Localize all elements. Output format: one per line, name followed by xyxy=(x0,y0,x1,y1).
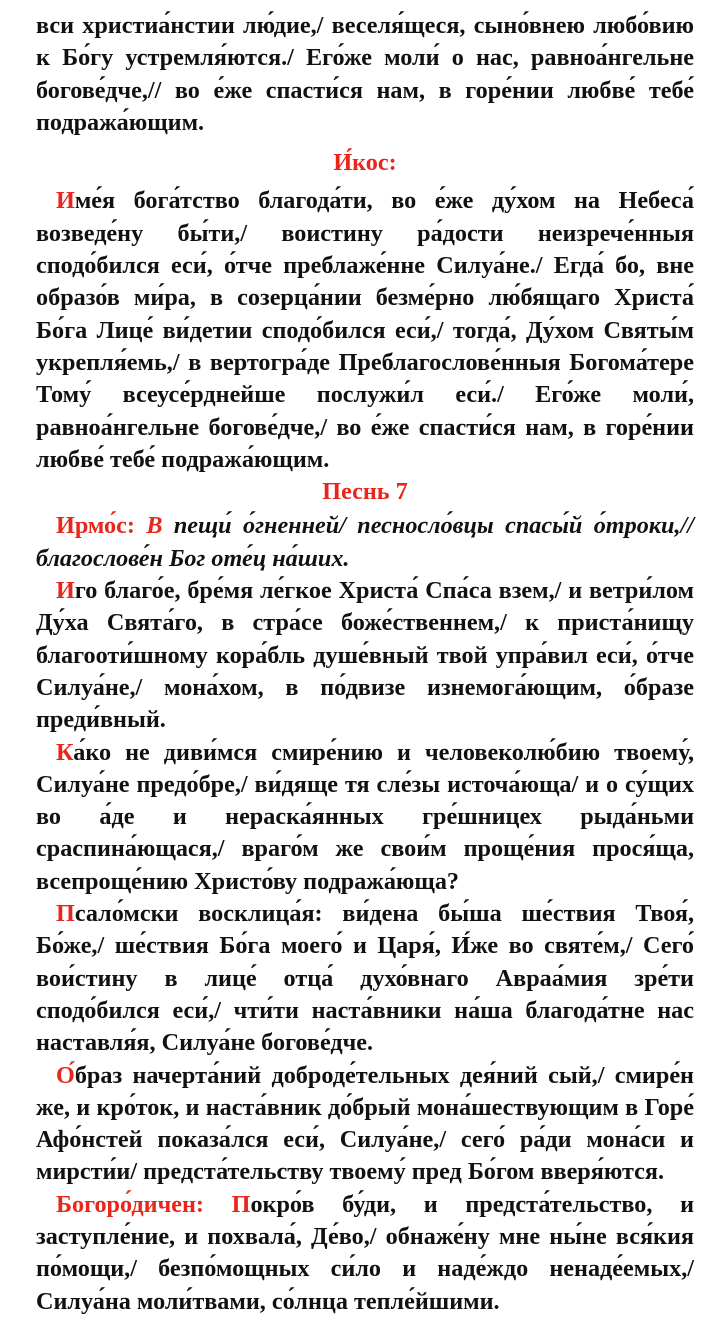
irmos-label: Ирмо́с: xyxy=(56,512,135,540)
paragraph-text: сало́мски восклица́я: ви́дена бы́ша ше́ствия Твоя́, Бо́же,/ ше́ствия Бо́га моего́ и Царя́, И́же во святе́м,/ Сего́ вои́стину в лице́ отца́ духо́внаго Авраа́мия зре́ти сподо́бился еси́,/ чти́ти наста́вники на́ша благода́тне нас наставля́я, Силуа́не богове́дче. xyxy=(36,900,694,1057)
theotokion-label: Богоро́дичен: xyxy=(56,1190,204,1218)
ikos-paragraph xyxy=(36,185,694,476)
drop-initial: П xyxy=(231,1190,251,1218)
drop-initial: О́ xyxy=(56,1061,75,1089)
troparion-paragraph xyxy=(36,737,694,898)
troparion-paragraph xyxy=(36,1060,694,1189)
drop-initial: И xyxy=(56,577,75,605)
theotokion-paragraph xyxy=(36,1189,694,1318)
paragraph-text: а́ко не диви́мся смире́нию и человеколю́бию твоему́, Силуа́не предо́бре,/ ви́дяще тя сле́зы источа́юща/ и о су́щих во а́де и нераска́янных гре́шницех рыда́ньми сраспина́ющася,/ враго́м же свои́м проще́ния прося́ща, всепроще́нию Христо́ву подража́юща? xyxy=(36,738,694,895)
paragraph-text: окро́в бу́ди, и предста́тельство, и заступле́ние, и похвала́, Де́во,/ обнаже́ну мне ны́не вся́кия по́мощи,/ безпо́мощных си́ло и наде́ждо ненаде́емых,/ Силуа́на моли́твами, со́лнца тепле́йшими. xyxy=(36,1190,695,1315)
drop-initial: П xyxy=(56,900,75,928)
song-heading: Песнь 7 xyxy=(322,478,408,506)
ikos-heading: И́кос: xyxy=(333,149,397,177)
liturgical-text-page xyxy=(36,10,694,1318)
continuation-paragraph xyxy=(36,10,694,139)
irmos-paragraph xyxy=(36,510,694,575)
drop-initial: И xyxy=(56,187,75,215)
troparion-paragraph xyxy=(36,898,694,1059)
paragraph-text: го благо́е, бре́мя ле́гкое Христа́ Спа́са взем,/ и ветри́лом Ду́ха Свята́го, в стра́се боже́ственнем,/ к приста́нищу благооти́шному кора́бль душе́вный твой упра́вил еси́, о́тче Силуа́не,/ мона́хом, в по́двизе изнемога́ющим, о́бразе преди́вный. xyxy=(36,577,694,734)
drop-initial: К xyxy=(56,738,74,766)
paragraph-text: пещи́ о́гненней/ песносло́вцы спасы́й о́троки,// благослове́н Бог оте́ц на́ших. xyxy=(36,512,694,572)
troparion-paragraph xyxy=(36,575,694,736)
paragraph-text: браз начерта́ний доброде́тельных дея́ний сый,/ смире́н же, и кро́ток, и наста́вник до́брый мона́шествующим в Горе́ Афо́нстей показа́лся еси́, Силуа́не,/ сего́ ра́ди мона́си и мирсти́и/ предста́тельству твоему́ пред Бо́гом вверя́ются. xyxy=(36,1061,694,1186)
drop-initial: В xyxy=(146,512,163,540)
paragraph-text: ме́я бога́тство благода́ти, во е́же ду́хом на Небеса́ возведе́ну бы́ти,/ воистину ра́дости неизрече́нныя сподо́бился еси́, о́тче преблаже́нне Силуа́не./ Егда́ бо, вне образо́в ми́ра, в созерца́нии безме́рно лю́бящаго Христа́ Бо́га Лице́ ви́детии сподо́бился еси́,/ тогда́, Ду́хом Святы́м укрепля́емь,/ в вертогра́де Преблагослове́нныя Богома́тере Тому́ всеусе́рднейше послужи́л еси́./ Его́же моли́, равноа́нгельне богове́дче,/ во е́же спасти́ся нам, в горе́нии любве́ тебе́ подража́ющим. xyxy=(36,187,694,473)
paragraph-text: вси христиа́нстии лю́дие,/ веселя́щеся, сыно́внею любо́вию к Бо́гу устремля́ются./ Его́же моли́ о нас, равноа́нгельне богове́дче,// во е́же спасти́ся нам, в горе́нии любве́ тебе́ подража́ющим. xyxy=(36,12,694,136)
